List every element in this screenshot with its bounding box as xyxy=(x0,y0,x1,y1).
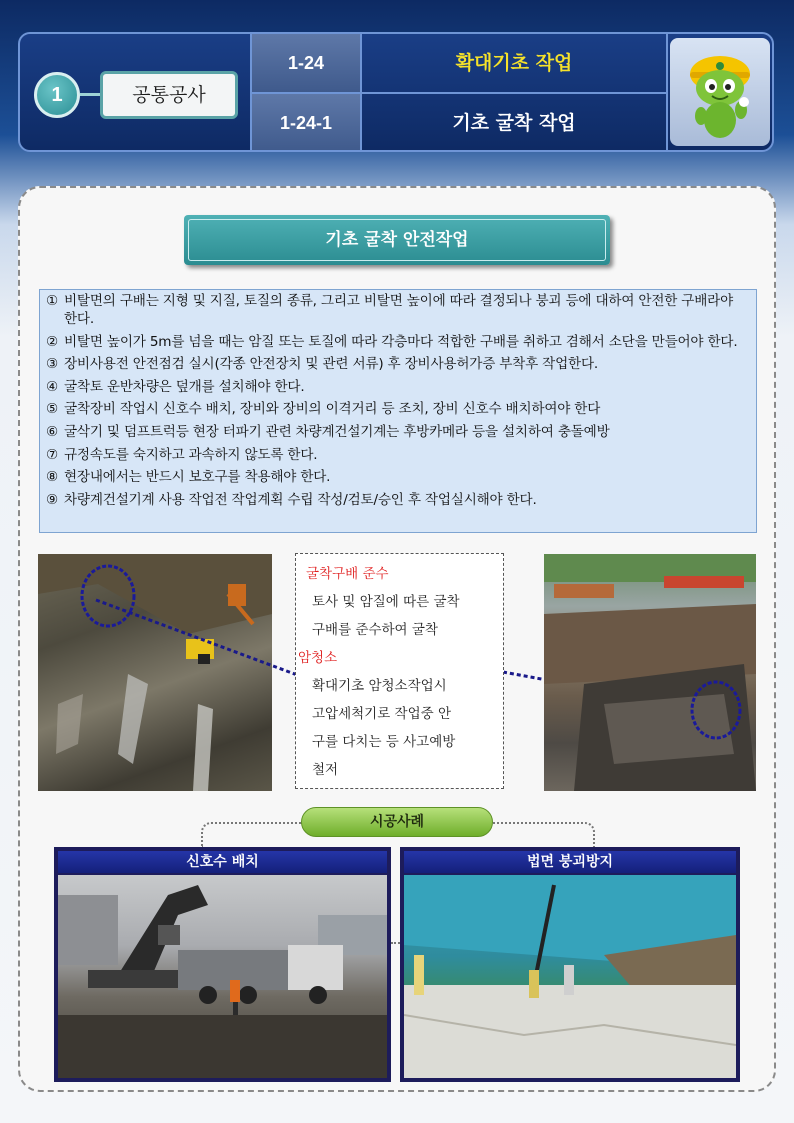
callout-heading: 굴착구배 준수 xyxy=(306,566,389,582)
code-sub: 1-24-1 xyxy=(252,94,360,152)
title-main: 확대기초 작업 xyxy=(455,52,573,74)
highlight-circle-icon xyxy=(544,554,756,791)
panel-title: 기초 굴착 안전작업 xyxy=(188,219,606,261)
case-slope-protection xyxy=(400,847,740,1082)
section-bracket-left xyxy=(201,822,303,848)
section-bracket-right xyxy=(493,822,595,848)
callout-line: 구를 다치는 등 사고예방 xyxy=(312,734,456,750)
callout-box xyxy=(295,553,504,789)
callout-line: 철저 xyxy=(312,762,339,778)
callout-line: 구배를 준수하여 굴착 xyxy=(312,622,438,638)
rock-cleaning-photo xyxy=(544,554,756,791)
rule-item: ⑧ 현장내에서는 반드시 보호구를 착용해야 한다. xyxy=(46,469,331,486)
rule-item: ① 비탈면의 구배는 지형 및 지질, 토질의 종류, 그리고 비탈면 높이에 따라 결정되나 붕괴 등에 대하여 안전한 구배라야 한다. xyxy=(46,293,734,327)
callout-line: 고압세척기로 작업중 안 xyxy=(312,706,451,722)
construction-case-label: 시공사례 xyxy=(301,807,493,837)
case-title: 법면 붕괴방지 xyxy=(404,851,736,873)
rule-item: ⑨ 차량계건설기계 사용 작업전 작업계획 수립 작성/검토/승인 후 작업실시해야 한다. xyxy=(46,491,537,508)
rule-item: ② 비탈면 높이가 5m를 넘을 때는 암질 또는 토질에 따라 각층마다 적합한 구배를 취하고 겸해서 소단을 만들어야 한다. xyxy=(46,333,738,350)
case-connector xyxy=(391,942,400,944)
section-number-badge: 1 xyxy=(34,72,80,118)
case-title: 신호수 배치 xyxy=(58,851,387,873)
slope-protection-photo xyxy=(404,875,736,1078)
signalman-photo xyxy=(58,875,387,1078)
code-main: 1-24 xyxy=(252,34,360,92)
slope-net-icon xyxy=(404,875,736,1078)
title-sub: 기초 굴착 작업 xyxy=(452,112,576,134)
rule-item: ③ 장비사용전 안전점검 실시(각종 안전장치 및 관련 서류) 후 장비사용허가증 부착후 작업한다. xyxy=(46,356,599,373)
excavator-truck-icon xyxy=(58,875,387,1078)
callout-heading: 암청소 xyxy=(298,650,338,666)
rule-item: ④ 굴착토 운반차량은 덮개를 설치해야 한다. xyxy=(46,378,305,395)
callout-line: 토사 및 암질에 따른 굴착 xyxy=(312,594,460,610)
rule-item: ⑤ 굴착장비 작업시 신호수 배치, 장비와 장비의 이격거리 등 조치, 장비 신호수 배치하여야 한다 xyxy=(46,401,601,418)
case-signalman xyxy=(54,847,391,1082)
rule-item: ⑥ 굴삭기 및 덤프트럭등 현장 터파기 관련 차량계건설기계는 후방카메라 등을 설치하여 충돌예방 xyxy=(46,423,610,440)
callout-line: 확대기초 암청소작업시 xyxy=(312,678,447,694)
rule-item: ⑦ 규정속도를 숙지하고 과속하지 않도록 한다. xyxy=(46,446,318,463)
section-label: 공통공사 xyxy=(100,71,238,119)
